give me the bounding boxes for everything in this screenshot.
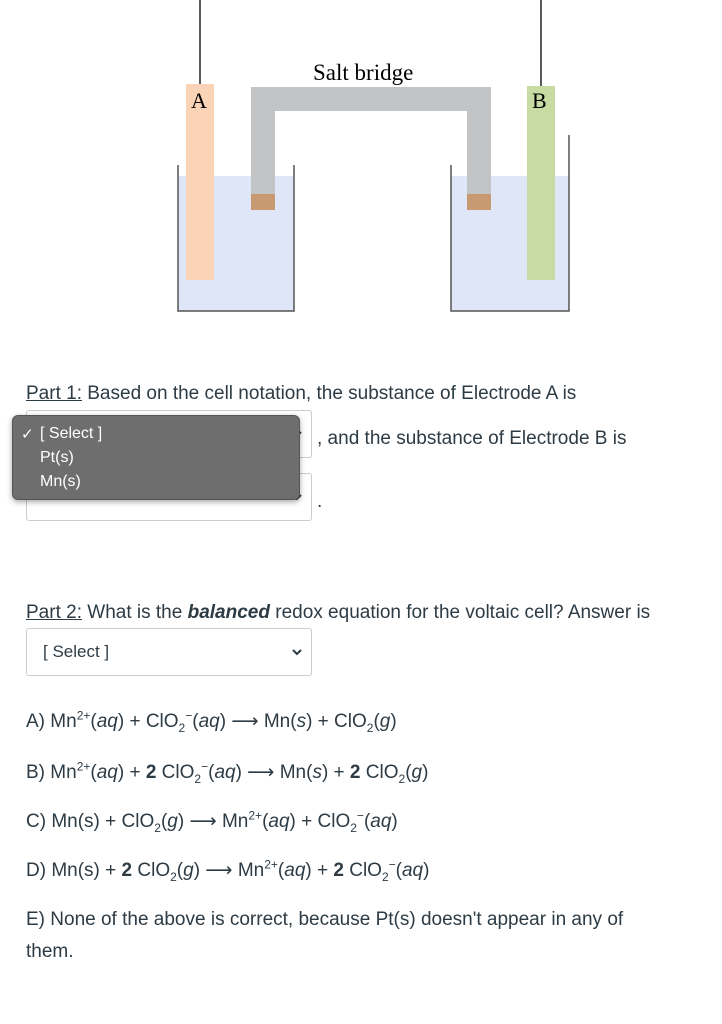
- dropdown-option-pt[interactable]: Pt(s): [40, 449, 74, 466]
- part2-text-before: What is the: [81, 602, 188, 623]
- bridge-plug-left: [251, 194, 275, 210]
- choice-d: D) Mn(s) + 2 ClO$_2$(g) ⟶ $Mn^{2+}(aq) + 2$ ClO$_2$−(aq): [26, 857, 430, 884]
- equation-select[interactable]: [26, 628, 312, 676]
- electrode-a-label: A: [191, 88, 207, 113]
- dropdown-option-mn[interactable]: Mn(s): [40, 473, 81, 490]
- check-icon: ✓: [21, 426, 34, 443]
- chevron-down-icon: [291, 646, 303, 658]
- equation-select-value: [ Select ]: [43, 642, 110, 661]
- part2-text-after: redox equation for the voltaic cell? Answer is: [269, 602, 651, 623]
- part1-text: Based on the cell notation, the substance of Electrode A is: [81, 383, 577, 404]
- part1-mid-text: , and the substance of Electrode B is: [317, 428, 627, 449]
- choice-b: B) $Mn^{2+}(aq) + 2$ ClO$_2$−(aq) ⟶ Mn(s) + 2 ClO$_2$(g): [26, 759, 429, 786]
- electrode-b: [527, 86, 555, 280]
- electrode-a-dropdown-list: [12, 415, 300, 500]
- part1-heading: Part 1:: [26, 383, 82, 404]
- dropdown-option-select[interactable]: [ Select ]: [40, 425, 103, 442]
- bridge-plug-right: [467, 194, 491, 210]
- salt-bridge-label: Salt bridge: [313, 60, 414, 85]
- choice-c: C) Mn(s) + ClO$_2$(g) ⟶ $Mn^{2+}(aq) + ClO_2^-(aq)$: [26, 808, 398, 835]
- voltaic-cell-diagram: [0, 0, 722, 330]
- part2-emphasis: balanced: [187, 602, 270, 623]
- choice-e-line2: them.: [26, 941, 74, 962]
- part1-question: [26, 382, 576, 406]
- electrode-b-label: B: [532, 88, 547, 113]
- choice-e-line1: E) None of the above is correct, because Pt(s) doesn't appear in any of: [26, 909, 624, 930]
- part2-question: [26, 601, 650, 625]
- choice-a: A) $Mn^{2+}(aq) + ClO_2^-(aq)$ ⟶ Mn(s) + ClO$_2$(g): [26, 708, 397, 735]
- part1-end-text: .: [317, 491, 323, 512]
- part2-heading: Part 2:: [26, 602, 82, 623]
